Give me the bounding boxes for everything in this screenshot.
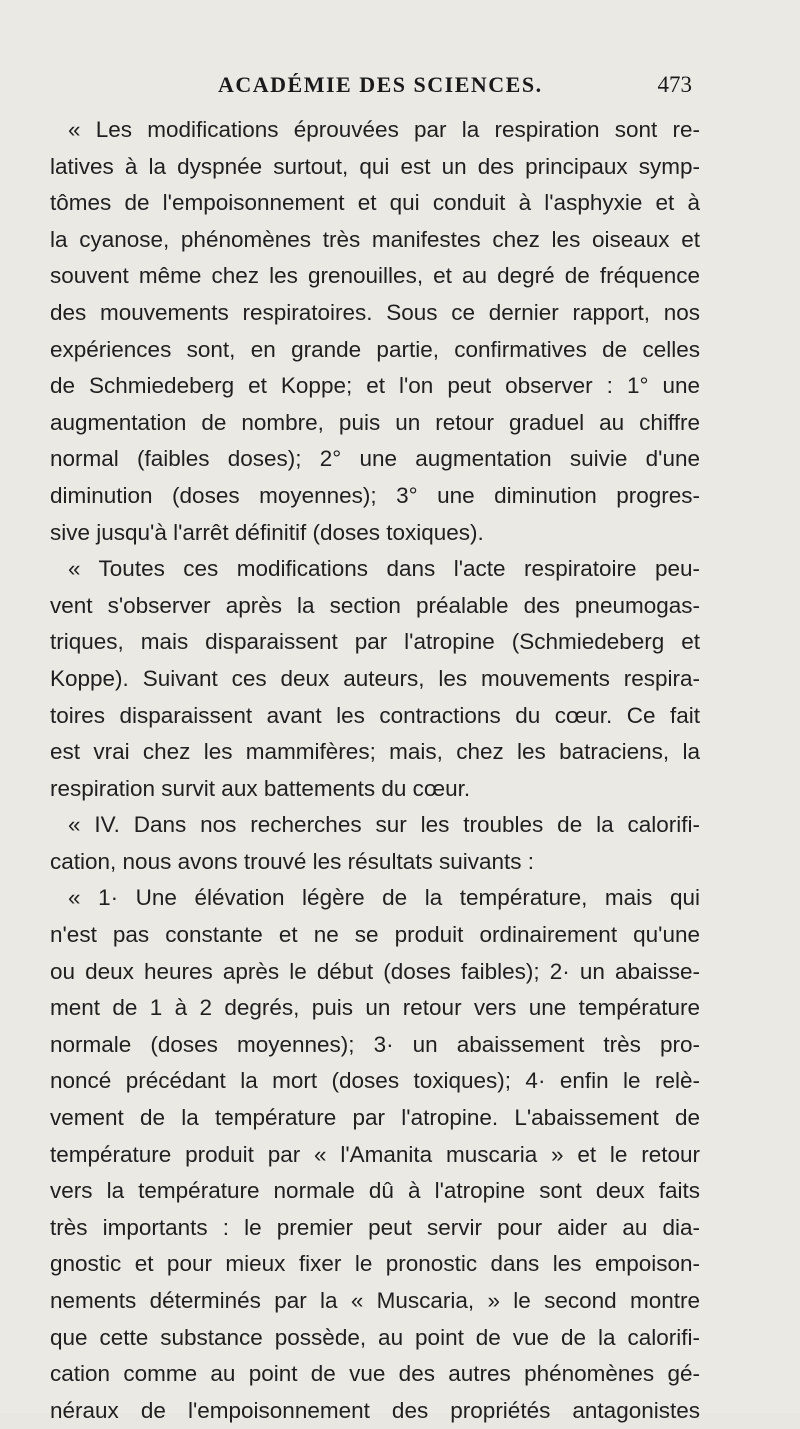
text-line: ou deux heures après le début (doses faibles); 2· un abaisse- bbox=[50, 958, 700, 984]
text-line: sive jusqu'à l'arrêt définitif (doses toxiques). bbox=[50, 519, 484, 545]
text-line: vent s'observer après la section préalable des pneumogas- bbox=[50, 592, 700, 618]
text-line: vers la température normale dû à l'atropine sont deux faits bbox=[50, 1178, 700, 1204]
text-line: respiration survit aux battements du cœur. bbox=[50, 775, 471, 801]
body-text bbox=[50, 112, 700, 1429]
text-line: ment de 1 à 2 degrés, puis un retour vers une température bbox=[50, 995, 700, 1021]
text-line: que cette substance possède, au point de vue de la calorifi- bbox=[50, 1324, 700, 1350]
text-line: souvent même chez les grenouilles, et au degré de fréquence bbox=[50, 263, 700, 289]
text-line: « 1· Une élévation légère de la température, mais qui bbox=[68, 885, 700, 911]
running-title: ACADÉMIE DES SCIENCES. bbox=[218, 72, 543, 97]
page-number: 473 bbox=[657, 72, 692, 97]
text-line: « Toutes ces modifications dans l'acte respiratoire peu- bbox=[68, 556, 700, 582]
page-header bbox=[118, 72, 692, 108]
text-line: tômes de l'empoisonnement et qui conduit à l'asphyxie et à bbox=[50, 190, 700, 216]
text-line: vement de la température par l'atropine. L'abaissement de bbox=[50, 1105, 700, 1131]
text-line: expériences sont, en grande partie, confirmatives de celles bbox=[50, 336, 700, 362]
text-line: diminution (doses moyennes); 3° une diminution progres- bbox=[50, 482, 700, 508]
text-line: « Les modifications éprouvées par la respiration sont re- bbox=[68, 117, 700, 142]
text-line: est vrai chez les mammifères; mais, chez les batraciens, la bbox=[50, 739, 700, 765]
text-line: n'est pas constante et ne se produit ordinairement qu'une bbox=[50, 922, 700, 948]
text-line: normale (doses moyennes); 3· un abaissement très pro- bbox=[50, 1031, 700, 1057]
text-line: de Schmiedeberg et Koppe; et l'on peut observer : 1° une bbox=[50, 373, 700, 399]
text-line: latives à la dyspnée surtout, qui est un des principaux symp- bbox=[50, 153, 700, 179]
text-line: cation, nous avons trouvé les résultats suivants : bbox=[50, 848, 535, 874]
text-line: très importants : le premier peut servir pour aider au dia- bbox=[50, 1214, 700, 1240]
text-line: triques, mais disparaissent par l'atropine (Schmiedeberg et bbox=[50, 629, 700, 655]
text-line: gnostic et pour mieux fixer le pronostic dans les empoison- bbox=[50, 1251, 700, 1277]
text-line: « IV. Dans nos recherches sur les troubles de la calorifi- bbox=[68, 812, 700, 838]
text-line: normal (faibles doses); 2° une augmentation suivie d'une bbox=[50, 446, 700, 472]
text-line: température produit par « l'Amanita muscaria » et le retour bbox=[50, 1141, 700, 1167]
text-line: des mouvements respiratoires. Sous ce dernier rapport, nos bbox=[50, 299, 700, 325]
text-line: augmentation de nombre, puis un retour graduel au chiffre bbox=[50, 409, 700, 435]
text-line: la cyanose, phénomènes très manifestes chez les oiseaux et bbox=[50, 226, 700, 252]
text-line: nements déterminés par la « Muscaria, » le second montre bbox=[50, 1288, 700, 1313]
text-line: noncé précédant la mort (doses toxiques); 4· enfin le relè- bbox=[50, 1068, 700, 1094]
text-line: cation comme au point de vue des autres phénomènes gé- bbox=[50, 1361, 700, 1387]
text-line: toires disparaissent avant les contractions du cœur. Ce fait bbox=[50, 702, 700, 728]
text-line: Koppe). Suivant ces deux auteurs, les mouvements respira- bbox=[50, 665, 700, 691]
text-line: néraux de l'empoisonnement des propriétés antagonistes bbox=[50, 1397, 700, 1423]
